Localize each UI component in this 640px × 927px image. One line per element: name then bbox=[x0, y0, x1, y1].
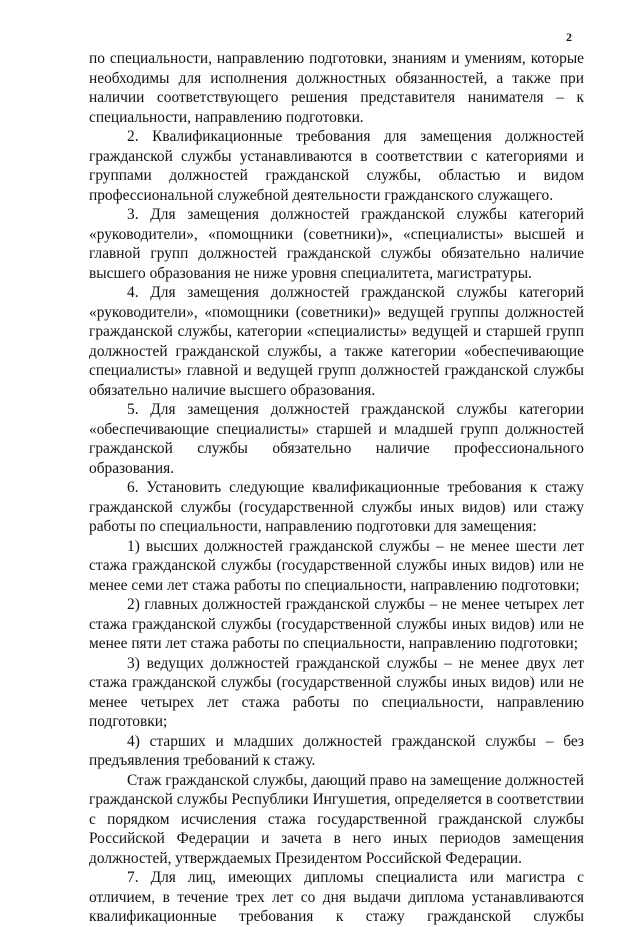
text-line: образования. bbox=[89, 459, 175, 477]
text-line: «обеспечивающие специалисты» старшей и младшей групп должностей bbox=[89, 420, 584, 438]
text-line: квалификационные требования к стажу гражданской службы bbox=[89, 908, 584, 925]
text-line: 1) высших должностей гражданской службы – не менее шести лет bbox=[127, 537, 584, 555]
text-line: по специальности, направлению подготовки, знаниям и умениям, которые bbox=[89, 50, 584, 67]
text-line: работы по специальности, направлению подготовки для замещения: bbox=[89, 518, 537, 535]
text-line: должностей, утверждаемых Президентом Российской Федерации. bbox=[89, 849, 522, 867]
text-line: гражданской службы Республики Ингушетия, определяется в соответствии bbox=[89, 791, 584, 808]
text-line: Стаж гражданской службы, дающий право на замещение должностей bbox=[127, 771, 584, 789]
text-line: гражданской службы устанавливаются в соответствии с категориями и bbox=[89, 147, 584, 165]
text-line: 4. Для замещения должностей гражданской службы категорий bbox=[127, 284, 584, 301]
text-line: 6. Установить следующие квалификационные требования к стажу bbox=[127, 479, 584, 496]
text-line: 3. Для замещения должностей гражданской службы категорий bbox=[127, 206, 584, 223]
text-line: наличии соответствующего решения представителя нанимателя – к bbox=[89, 89, 584, 106]
text-line: обязательно наличие высшего образования. bbox=[89, 381, 376, 399]
text-line: менее семи лет стажа работы по специальности, направлению подготовки; bbox=[89, 576, 580, 594]
text-line: 5. Для замещения должностей гражданской службы категории bbox=[127, 401, 584, 418]
text-line: 3) ведущих должностей гражданской службы – не менее двух лет bbox=[127, 654, 584, 672]
text-line: менее четырех лет стажа работы по специальности, направлению bbox=[89, 693, 584, 711]
text-line: гражданской службы (государственной службы иных видов) или стажу bbox=[89, 498, 584, 516]
text-line: должностей гражданской службы, а также категории «обеспечивающие bbox=[89, 342, 584, 360]
text-line: гражданской службы обязательно наличие профессионального bbox=[89, 440, 584, 457]
document-body bbox=[89, 49, 584, 927]
text-line: 4) старших и младших должностей гражданской службы – без bbox=[127, 732, 584, 750]
text-line: необходимы для исполнения должностных обязанностей, а также при bbox=[89, 69, 584, 87]
text-line: «руководители», «помощники (советники)» ведущей группы должностей bbox=[89, 303, 584, 321]
text-line: Российской Федерации и зачета в него иных периодов замещения bbox=[89, 830, 584, 847]
text-line: предъявления требований к стажу. bbox=[89, 752, 316, 769]
text-line: специалисты» главной и ведущей групп должностей гражданской службы bbox=[89, 362, 584, 379]
text-line: «руководители», «помощники (советники)», «специалисты» высшей и bbox=[89, 225, 584, 243]
text-line: стажа гражданской службы (государственной службы иных видов) или не bbox=[89, 615, 584, 633]
text-line: 2) главных должностей гражданской службы – не менее четырех лет bbox=[127, 596, 584, 613]
text-line: менее пяти лет стажа работы по специальности, направлению подготовки; bbox=[89, 635, 579, 652]
text-line: подготовки; bbox=[89, 713, 168, 730]
text-line: 7. Для лиц, имеющих дипломы специалиста или магистра с bbox=[127, 869, 584, 886]
text-line: профессиональной служебной деятельности гражданского служащего. bbox=[89, 186, 554, 204]
text-line: стажа гражданской службы (государственной службы иных видов) или не bbox=[89, 674, 584, 691]
text-line: высшего образования не ниже уровня специалитета, магистратуры. bbox=[89, 264, 532, 282]
text-line: гражданской службы, категории «специалисты» ведущей и старшей групп bbox=[89, 323, 584, 340]
text-line: стажа гражданской службы (государственной службы иных видов) или не bbox=[89, 557, 584, 574]
page-number: 2 bbox=[566, 30, 572, 44]
text-line: группами должностей гражданской службы, областью и видом bbox=[89, 167, 584, 184]
text-line: специальности, направлению подготовки. bbox=[89, 108, 364, 126]
text-line: главной групп должностей гражданской службы обязательно наличие bbox=[89, 245, 584, 262]
text-line: отличием, в течение трех лет со дня выдачи диплома устанавливаются bbox=[89, 888, 584, 906]
text-line: с порядком исчисления стажа государственной гражданской службы bbox=[89, 810, 584, 828]
text-line: 2. Квалификационные требования для замещения должностей bbox=[127, 128, 584, 145]
